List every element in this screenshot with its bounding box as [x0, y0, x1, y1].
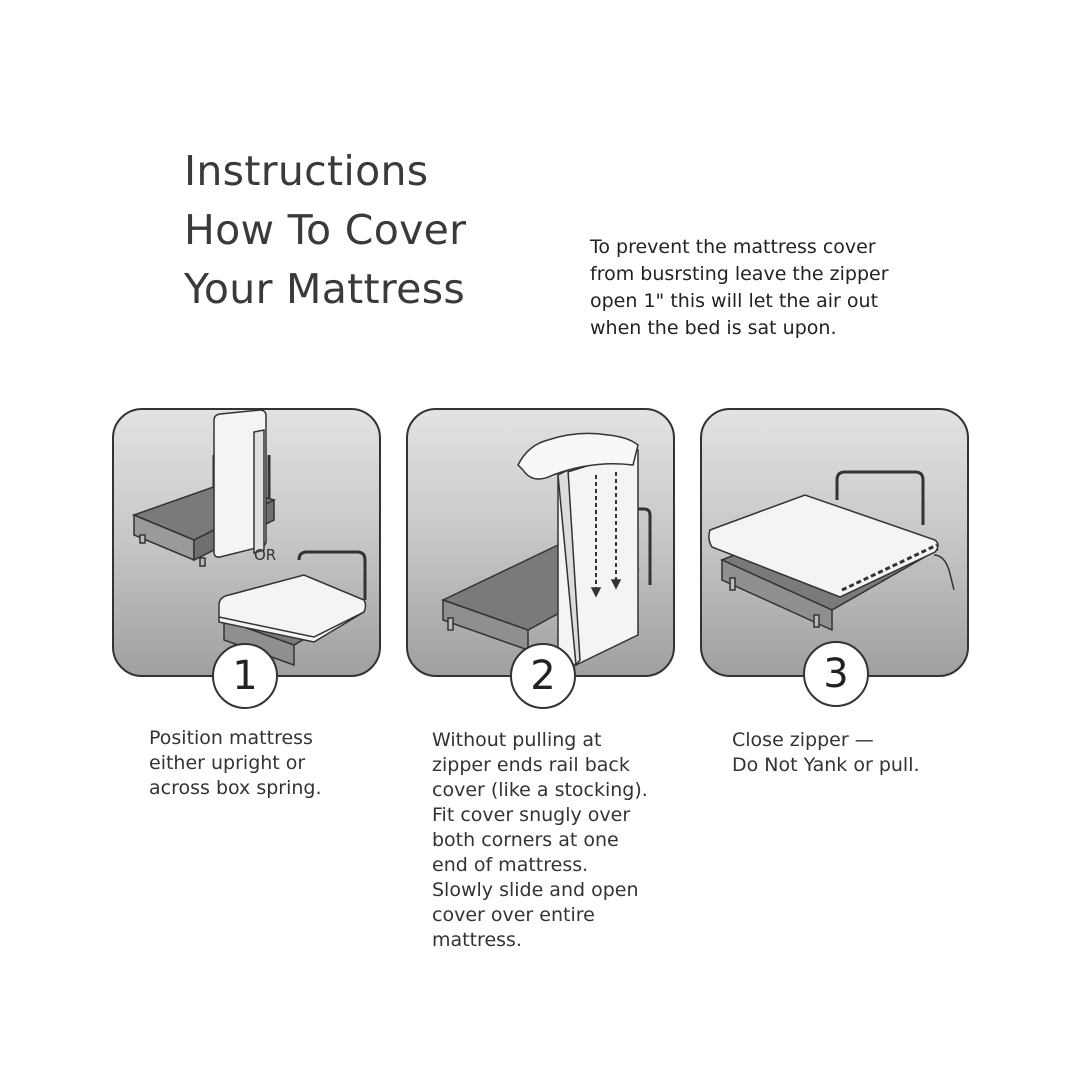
page-title — [184, 142, 466, 319]
step-2-caption: Without pulling at zipper ends rail back cover (like a stocking). Fit cover snugly over both corners at one end of mattress. Slowly slide and open cover over entire mattress. — [432, 729, 648, 951]
close-zipper-icon — [702, 410, 967, 675]
step-3-caption: Close zipper — Do Not Yank or pull. — [732, 729, 920, 776]
step-1-caption: Position mattress either upright or across box spring. — [149, 727, 322, 799]
step-2-illustration — [406, 408, 675, 677]
or-label: OR — [254, 546, 277, 564]
title-line-3: Your Mattress — [184, 265, 466, 313]
title-line-1: Instructions — [184, 147, 429, 195]
zipper-note: To prevent the mattress cover from busrsting leave the zipper open 1" this will let the air out when the bed is sat upon. — [590, 236, 889, 339]
step-1-illustration — [112, 408, 381, 677]
mattress-cover-sliding-icon — [408, 410, 673, 675]
title-line-2: How To Cover — [184, 206, 467, 254]
step-3-number: 3 — [803, 641, 869, 707]
step-2-number: 2 — [510, 643, 576, 709]
bed-upright-mattress-icon — [114, 410, 379, 675]
step-3-illustration — [700, 408, 969, 677]
step-1-number: 1 — [212, 643, 278, 709]
